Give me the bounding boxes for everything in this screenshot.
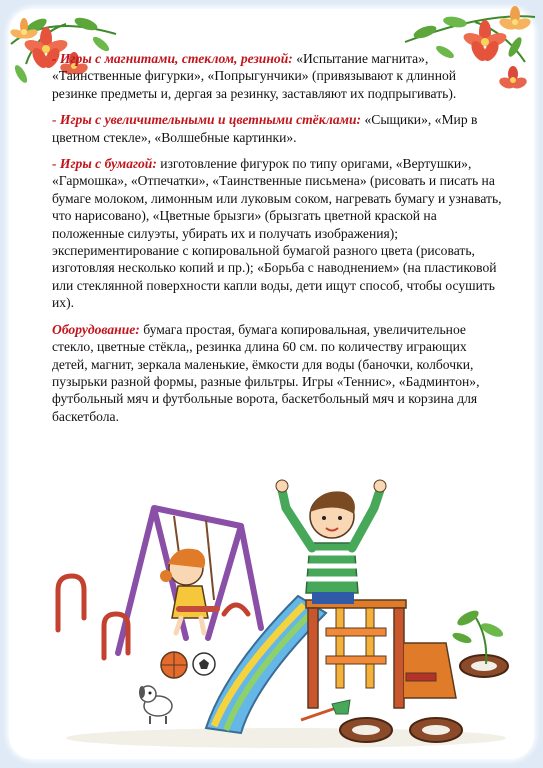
paragraph-glasses <box>52 111 502 146</box>
paragraph-heading: - Игры с бумагой: <box>52 156 157 172</box>
boy-with-raised-arms <box>276 480 386 604</box>
paragraph-heading: - Игры с увеличительными и цветными стёклами: <box>52 112 362 128</box>
puppy <box>139 686 172 724</box>
paragraph-equipment <box>52 321 502 425</box>
paragraph-heading: - Игры с магнитами, стеклом, резиной: <box>52 51 293 66</box>
paragraph-body: бумага простая, бумага копировальная, увеличительное стекло, цветные стёкла,, резинка длина 60 см. по количеству играющих детей, магнит, зеркала маленькие, ёмкости для воды (баночки, колбочки, пузырьки разной формы, разные фильтры. Игры «Теннис», «Бадминтон», футбольный мяч и футбольные ворота, баскетбольный мяч и корзина для баскетбола. <box>52 321 480 424</box>
paragraph-paper <box>52 155 502 312</box>
paragraph-body: «Испытание магнита», «Таинственные фигурки», «Попрыгунчики» (привязывают к длинной резинке предметы и, дергая за резинку, заставляют их подпрыгивать). <box>52 51 457 101</box>
paragraph-body: изготовление фигурок по типу оригами, «Вертушки», «Гармошка», «Отпечатки», «Таинственные письмена» (рисовать и писать на бумаге молоком, лимонным или луковым соком, нагревать бумагу и узнавать, что нарисовано), «Цветные брызги» (брызгать цветной краской на положенные силуэты, убирать их и получать изображения); экспериментирование с копировальной бумагой разного цвета (рисовать, изготовляя несколько копий и пр.); «Борьба с наводнением» (на пластиковой или стеклянной поверхности капли воды, дети ищут способ, чтобы осушить их). <box>52 156 502 311</box>
paragraph-heading: Оборудование: <box>52 321 140 337</box>
article-text <box>52 50 502 434</box>
paragraph-magnets <box>52 50 502 102</box>
paragraph-body: «Сыщики», «Мир в цветном стекле», «Волшебные картинки». <box>52 112 478 145</box>
playground-illustration <box>36 468 516 753</box>
